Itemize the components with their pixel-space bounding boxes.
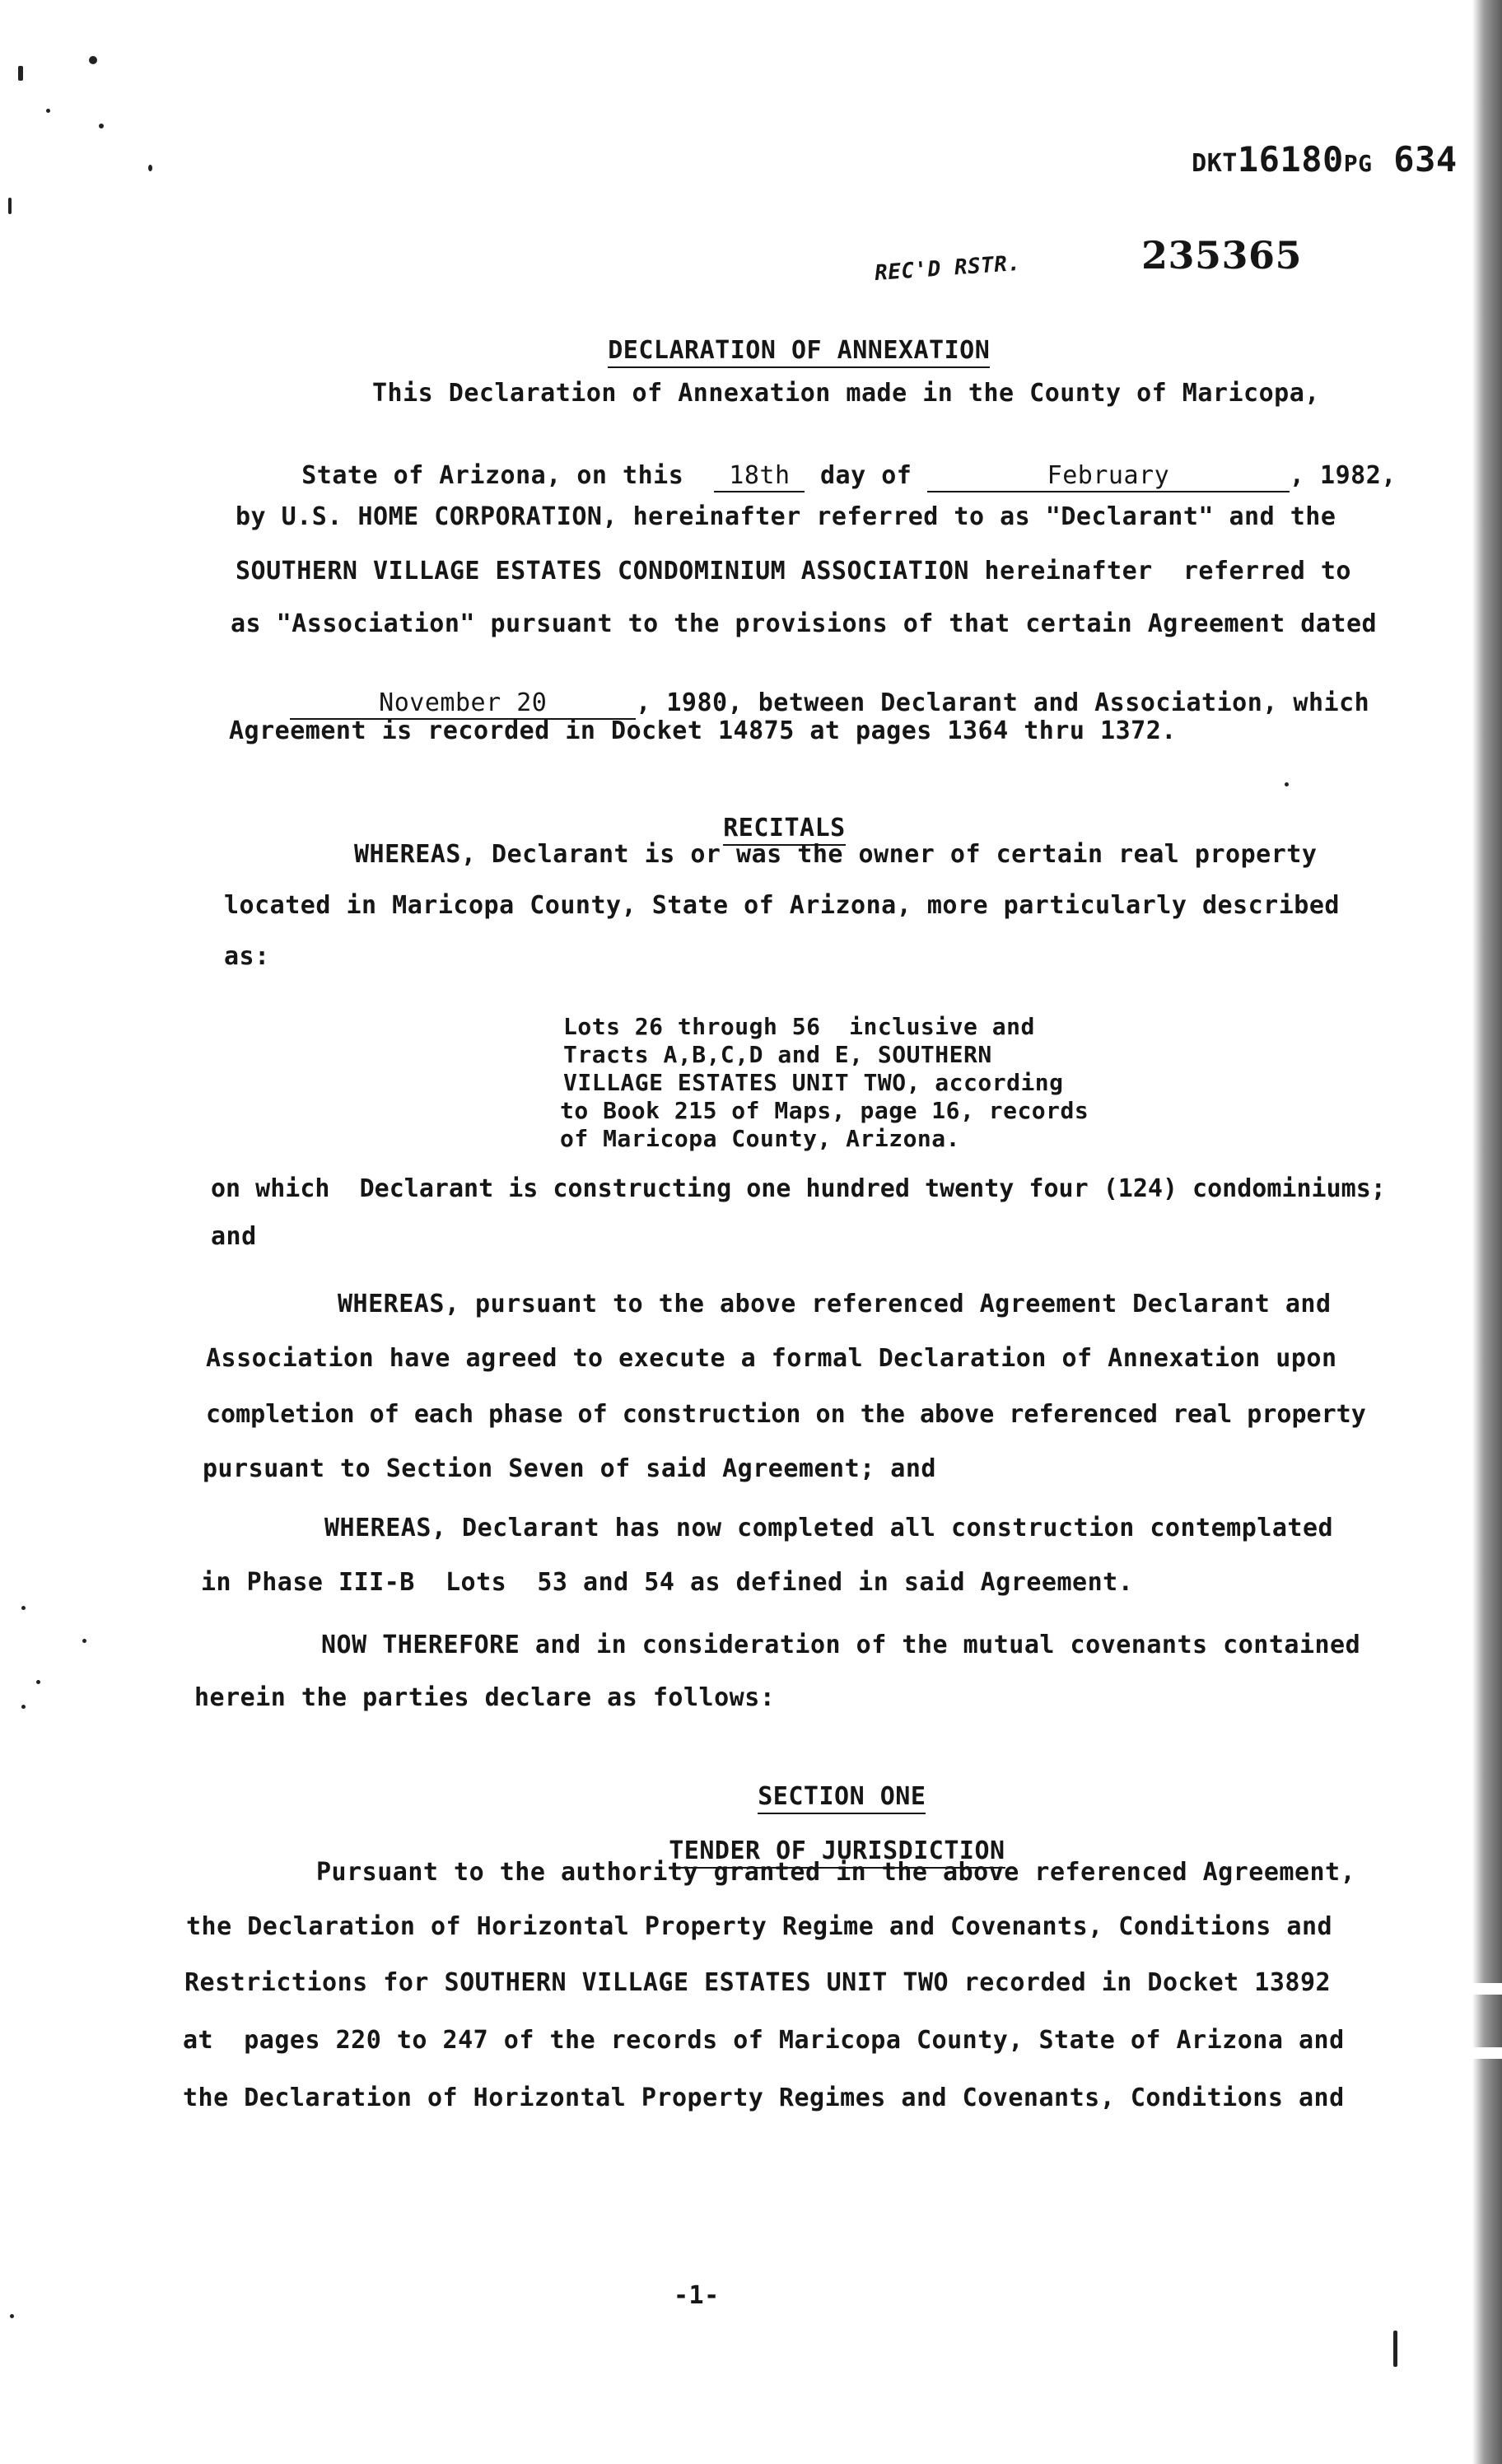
intro-line-7: Agreement is recorded in Docket 14875 at pages 1364 thru 1372. xyxy=(229,716,1177,745)
section-one-heading-text: SECTION ONE xyxy=(758,1782,926,1814)
recitals-p5-line-1: NOW THEREFORE and in consideration of the mutual covenants contained xyxy=(321,1631,1361,1659)
scan-speck xyxy=(89,56,97,64)
section-one-subheading-text: TENDER OF JURISDICTION xyxy=(669,1836,1005,1869)
legal-description-line-4: to Book 215 of Maps, page 16, records xyxy=(560,1097,1089,1124)
page-number: 634 xyxy=(1393,139,1458,180)
recitals-p3-line-2: Association have agreed to execute a formal Declaration of Annexation upon xyxy=(206,1344,1337,1373)
recitals-p3-line-3: completion of each phase of construction on the above referenced real property xyxy=(206,1400,1366,1429)
section-one-line-2: the Declaration of Horizontal Property Regime and Covenants, Conditions and xyxy=(186,1912,1333,1941)
scan-speck xyxy=(21,1705,26,1709)
recitals-p3-line-1: WHEREAS, pursuant to the above referenced Agreement Declarant and xyxy=(338,1290,1332,1318)
recitals-p4-line-1: WHEREAS, Declarant has now completed all construction contemplated xyxy=(324,1514,1334,1542)
scan-speck xyxy=(10,2314,14,2318)
intro-line-2-start: State of Arizona, on this xyxy=(301,461,684,490)
docket-prefix: DKT xyxy=(1192,149,1238,178)
recitals-heading-text: RECITALS xyxy=(723,814,846,846)
month-field: February xyxy=(927,461,1290,492)
scan-speck xyxy=(99,124,104,128)
recitals-p2-line-1: on which Declarant is constructing one hundred twenty four (124) condominiums; xyxy=(211,1174,1386,1203)
intro-line-1: This Declaration of Annexation made in the County of Maricopa, xyxy=(372,379,1320,408)
agreement-date-field: November 20 xyxy=(290,688,636,720)
recitals-p3-line-4: pursuant to Section Seven of said Agreement; and xyxy=(203,1454,936,1483)
intro-line-6-rest: , 1980, between Declarant and Association, which xyxy=(636,688,1370,717)
title-text: DECLARATION OF ANNEXATION xyxy=(608,336,990,368)
scan-speck xyxy=(82,1639,86,1643)
scan-speck xyxy=(1285,782,1289,786)
intro-line-2-mid: day of xyxy=(819,461,912,490)
scan-speck xyxy=(46,109,50,113)
scan-speck xyxy=(21,1606,26,1610)
section-one-line-4: at pages 220 to 247 of the records of Maricopa County, State of Arizona and xyxy=(183,2026,1345,2055)
page-footer-number: -1- xyxy=(674,2281,720,2310)
legal-description-line-2: Tracts A,B,C,D and E, SOUTHERN xyxy=(563,1041,992,1068)
scan-speck xyxy=(36,1680,40,1684)
recitals-p1-line-3: as: xyxy=(224,942,270,971)
scan-speck xyxy=(8,198,12,214)
day-field: 18th xyxy=(714,461,805,492)
recitals-p2-line-2: and xyxy=(211,1222,257,1251)
recitals-p5-line-2: herein the parties declare as follows: xyxy=(194,1683,776,1712)
scan-speck xyxy=(148,165,152,171)
legal-description-line-5: of Maricopa County, Arizona. xyxy=(560,1125,961,1152)
legal-description-line-1: Lots 26 through 56 inclusive and xyxy=(563,1013,1035,1040)
scan-edge xyxy=(1472,0,1502,2464)
section-one-line-1: Pursuant to the authority granted in the above referenced Agreement, xyxy=(316,1858,1356,1887)
scan-speck xyxy=(18,66,23,81)
section-one-line-5: the Declaration of Horizontal Property Regimes and Covenants, Conditions and xyxy=(183,2084,1345,2112)
docket-reference xyxy=(1107,115,1458,208)
docket-number: 16180 xyxy=(1237,139,1344,180)
intro-line-3: by U.S. HOME CORPORATION, hereinafter referred to as "Declarant" and the xyxy=(236,502,1336,531)
legal-description-line-3: VILLAGE ESTATES UNIT TWO, according xyxy=(563,1069,1064,1096)
recorder-stamp: REC'D RSTR. xyxy=(874,250,1022,287)
intro-line-5: as "Association" pursuant to the provisions of that certain Agreement dated xyxy=(231,609,1378,638)
intro-line-2-year: , 1982, xyxy=(1289,461,1397,490)
recitals-p1-line-1: WHEREAS, Declarant is or was the owner of certain real property xyxy=(354,840,1318,869)
section-one-line-3: Restrictions for SOUTHERN VILLAGE ESTATES UNIT TWO recorded in Docket 13892 xyxy=(184,1968,1332,1997)
recitals-p4-line-2: in Phase III-B Lots 53 and 54 as defined in said Agreement. xyxy=(201,1568,1134,1597)
recording-number: 235365 xyxy=(1141,233,1303,278)
intro-line-4: SOUTHERN VILLAGE ESTATES CONDOMINIUM ASSOCIATION hereinafter referred to xyxy=(236,557,1351,586)
page-prefix: PG xyxy=(1343,150,1373,177)
recitals-p1-line-2: located in Maricopa County, State of Arizona, more particularly described xyxy=(224,891,1340,920)
scan-speck xyxy=(1393,2331,1397,2367)
